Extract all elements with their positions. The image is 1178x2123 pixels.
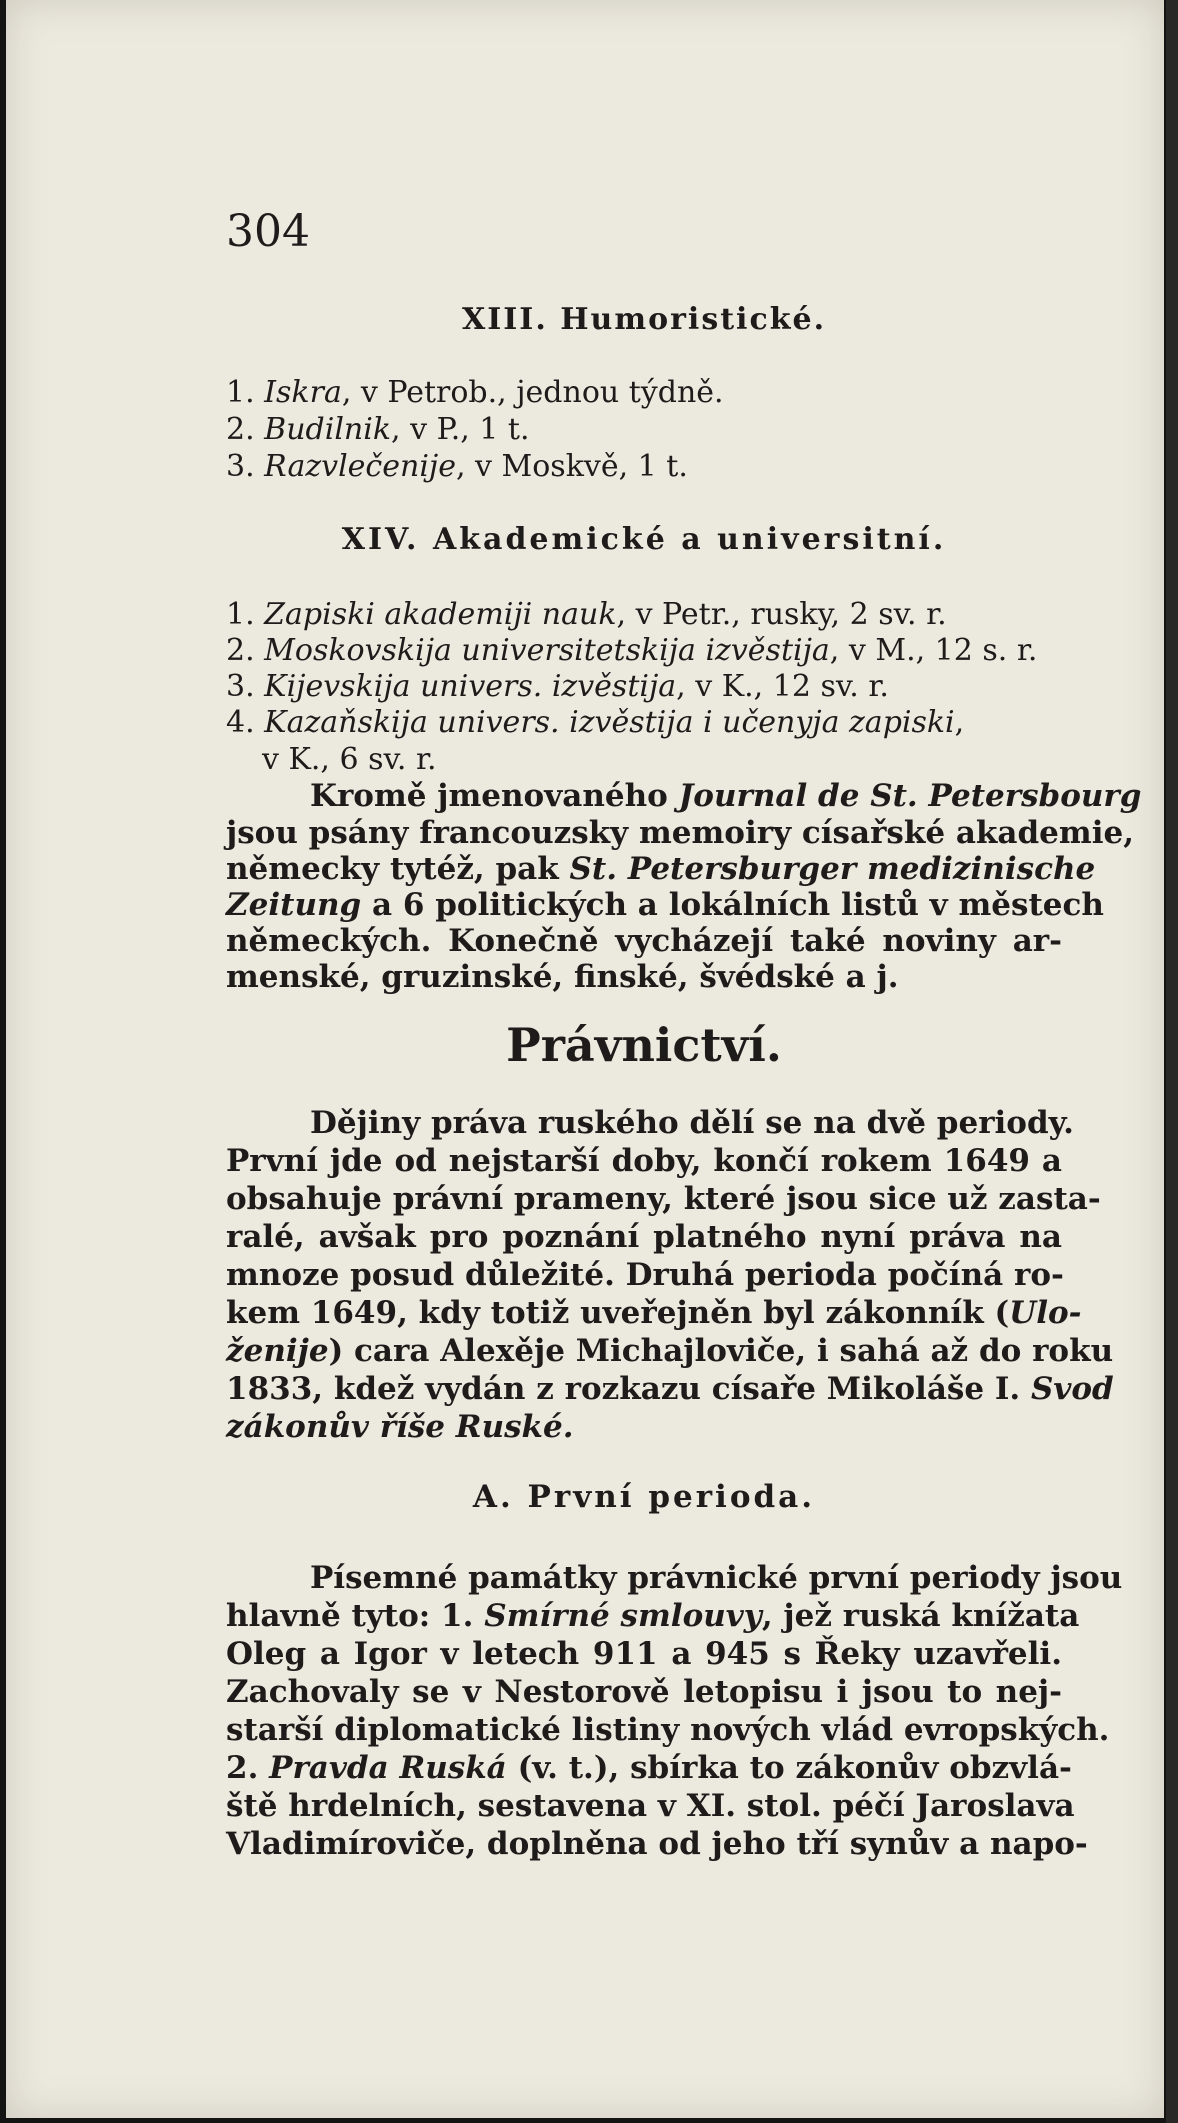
page-number: 304 [226,206,310,257]
paragraph-line: obsahuje právní prameny, které jsou sice už zasta- [226,1181,1101,1217]
list-item: 3. Razvlečenije, v Moskvě, 1 t. [226,449,688,484]
list-item: 3. Kijevskija univers. izvěstija, v K., 12 sv. r. [226,669,889,704]
list-item: 1. Iskra, v Petrob., jednou týdně. [226,375,724,410]
paragraph-line: jsou psány francouzsky memoiry císařské akademie, [226,815,1134,851]
paragraph-line: starší diplomatické listiny nových vlád evropských. [226,1712,1110,1748]
list-item-continuation: v K., 6 sv. r. [262,742,437,777]
list-item: 4. Kazaňskija univers. izvěstija i učenyja zapiski, [226,705,965,740]
paragraph-line: ště hrdelních, sestavena v XI. stol. péčí Jaroslava [226,1788,1075,1824]
paragraph-line: zákonův říše Ruské. [226,1409,574,1445]
paragraph-line: hlavně tyto: 1. Smírné smlouvy, jež ruská knížata [226,1598,1080,1634]
paragraph-line: kem 1649, kdy totiž uveřejněn byl zákonník (Ulo- [226,1295,1082,1331]
paragraph-line: Písemné památky právnické první periody jsou [310,1560,1123,1596]
paragraph-line: Dějiny práva ruského dělí se na dvě periody. [310,1105,1074,1141]
paragraph-line: menské, gruzinské, finské, švédské a j. [226,959,899,995]
subsection-heading-prvni-perioda: A. První perioda. [472,1479,816,1515]
paragraph-line: Vladimíroviče, doplněna od jeho tří synův a napo- [226,1826,1088,1862]
list-item: 2. Budilnik, v P., 1 t. [226,412,530,447]
paragraph-line: Kromě jmenovaného Journal de St. Petersbourg [310,778,1142,814]
paragraph-line: Zachovaly se v Nestorově letopisu i jsou to nej- [226,1674,1062,1710]
book-spine [1166,0,1178,2123]
section-heading-humoristicke: XIII. Humoristické. [461,302,827,337]
list-item: 1. Zapiski akademiji nauk, v Petr., rusky, 2 sv. r. [226,597,947,632]
paragraph-line: První jde od nejstarší doby, končí rokem 1649 a [226,1143,1062,1179]
paragraph-line: německy tytéž, pak St. Petersburger medizinische [226,851,1096,887]
paragraph-line: ženije) cara Alexěje Michajloviče, i sahá až do roku [226,1333,1114,1369]
paragraph-line: Oleg a Igor v letech 911 a 945 s Řeky uzavřeli. [226,1636,1062,1672]
paragraph-line: mnoze posud důležité. Druhá perioda počíná ro- [226,1257,1064,1293]
section-title-pravnictvi: Právnictví. [506,1018,782,1072]
paragraph-line: 2. Pravda Ruská (v. t.), sbírka to zákonův obzvlá- [226,1750,1072,1786]
paragraph-line: 1833, kdež vydán z rozkazu císaře Mikoláše I. Svod [226,1371,1114,1407]
paragraph-line: německých. Konečně vycházejí také noviny ar- [226,923,1062,959]
section-heading-akademicke: XIV. Akademické a universitní. [341,522,947,557]
list-item: 2. Moskovskija universitetskija izvěstija, v M., 12 s. r. [226,633,1038,668]
paragraph-line: ralé, avšak pro poznání platného nyní práva na [226,1219,1062,1255]
paragraph-line: Zeitung a 6 politických a lokálních listů v městech [226,887,1104,923]
